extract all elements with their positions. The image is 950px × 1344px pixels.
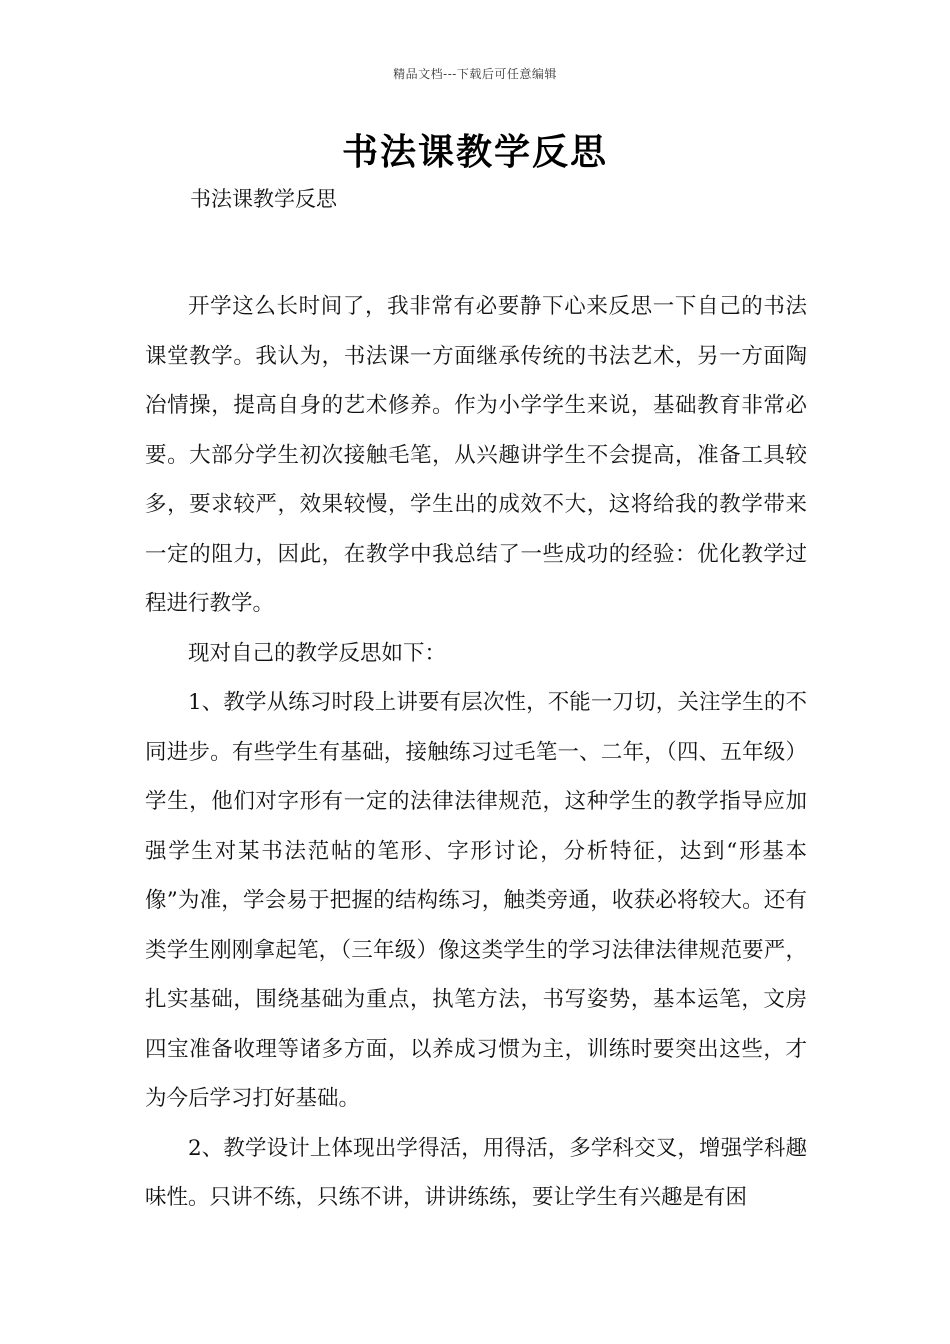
document-subtitle: 书法课教学反思 bbox=[190, 187, 337, 211]
paragraph-reflection-lead: 现对自己的教学反思如下： bbox=[188, 640, 447, 666]
document-body bbox=[145, 282, 807, 1223]
paragraph-point-2: 2、教学设计上体现出学得活，用得活，多学科交叉，增强学科趣味性。只讲不练，只练不讲，讲讲练练，要让学生有兴趣是有困 bbox=[145, 1135, 807, 1210]
paragraph-point-1: 1、教学从练习时段上讲要有层次性，不能一刀切，关注学生的不同进步。有些学生有基础，接触练习过毛笔一、二年，（四、五年级）学生，他们对字形有一定的法律法律规范，这种学生的教学指导应加强学生对某书法范帖的笔形、字形讨论，分析特征，达到“形基本像”为准，学会易于把握的结构练习，触类旁通，收获必将较大。还有类学生刚刚拿起笔，（三年级）像这类学生的学习法律法律规范要严，扎实基础，围绕基础为重点，执笔方法，书写姿势，基本运笔，文房四宝准备收理等诸多方面，以养成习惯为主，训练时要突出这些，才为今后学习打好基础。 bbox=[145, 690, 807, 1111]
header-note: 精品文档---下载后可任意编辑 bbox=[393, 67, 557, 81]
document-title: 书法课教学反思 bbox=[341, 131, 608, 173]
paragraph-intro: 开学这么长时间了，我非常有必要静下心来反思一下自己的书法课堂教学。我认为，书法课一方面继承传统的书法艺术，另一方面陶冶情操，提高自身的艺术修养。作为小学学生来说，基础教育非常必要。大部分学生初次接触毛笔，从兴趣讲学生不会提高，准备工具较多，要求较严，效果较慢，学生出的成效不大，这将给我的教学带来一定的阻力，因此，在教学中我总结了一些成功的经验：优化教学过程进行教学。 bbox=[145, 294, 807, 616]
